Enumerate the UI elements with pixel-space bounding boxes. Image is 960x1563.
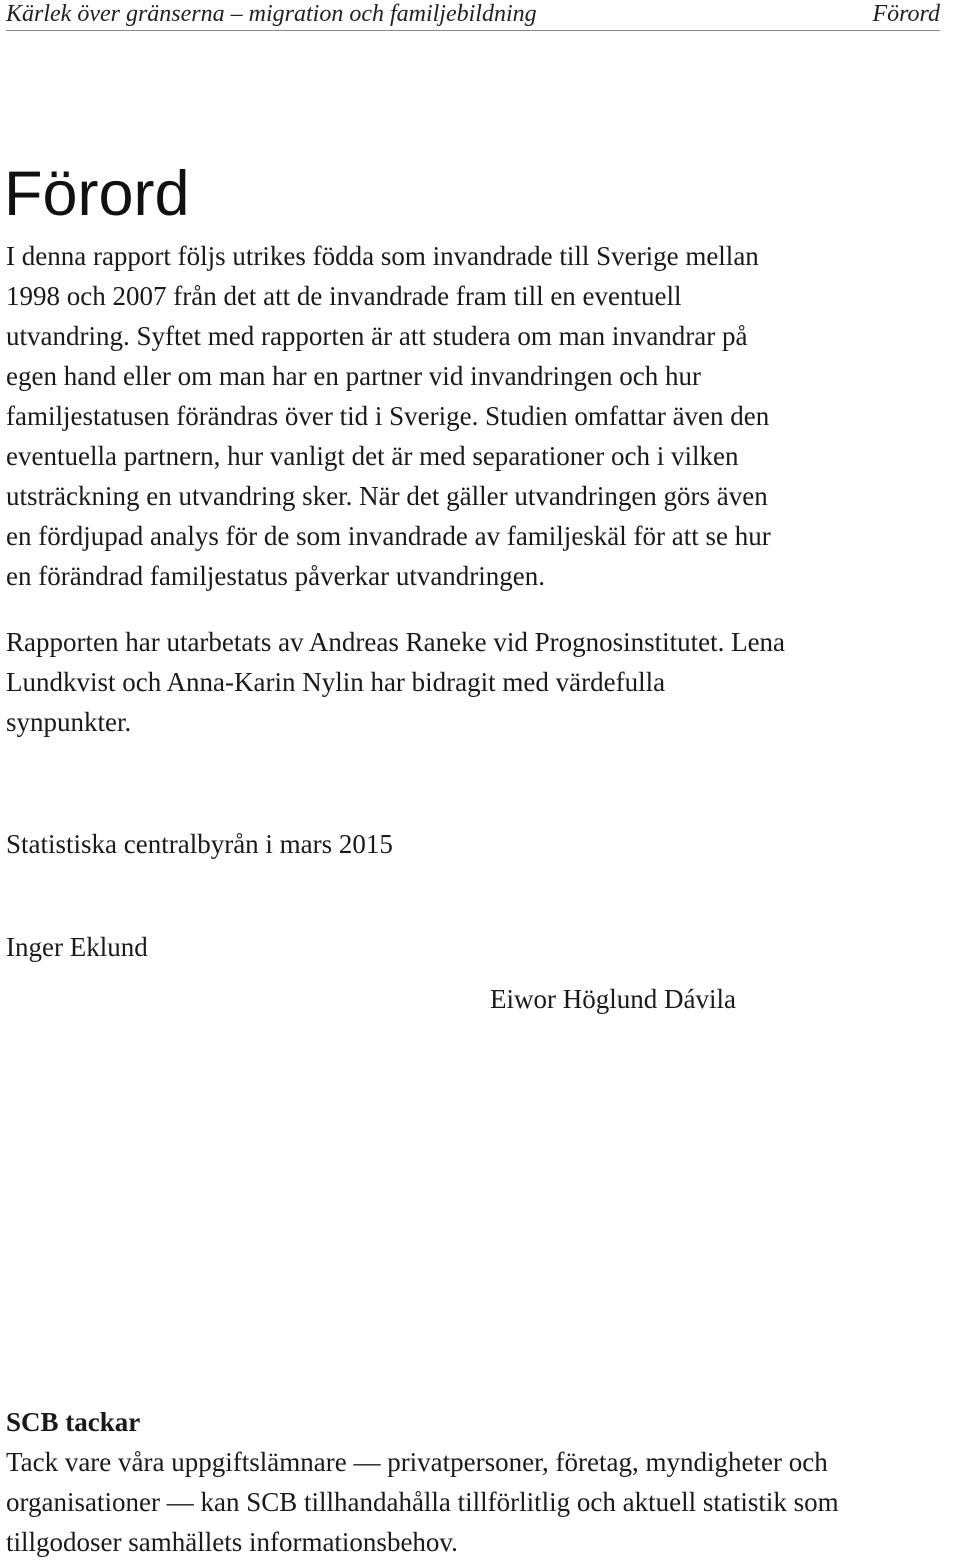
paragraph-line: Lundkvist och Anna-Karin Nylin har bidragit med värdefulla	[6, 667, 666, 697]
paragraph-line: en fördjupad analys för de som invandrade av familjeskäl för att se hur	[6, 521, 771, 551]
paragraph-line: 1998 och 2007 från det att de invandrade fram till en eventuell	[6, 281, 682, 311]
paragraph-line: eventuella partnern, hur vanligt det är med separationer och i vilken	[6, 441, 739, 471]
header-section-title: Förord	[872, 1, 940, 27]
paragraph-line: utsträckning en utvandring sker. När det gäller utvandringen görs även	[6, 481, 768, 511]
paragraph-line: I denna rapport följs utrikes födda som invandrade till Sverige mellan	[6, 241, 759, 271]
paragraph-line: Tack vare våra uppgiftslämnare — privatpersoner, företag, myndigheter och	[6, 1447, 828, 1477]
running-header	[6, 0, 940, 31]
paragraph-line: en förändrad familjestatus påverkar utvandringen.	[6, 561, 546, 591]
signoff-line: Statistiska centralbyrån i mars 2015	[6, 829, 393, 859]
paragraph-line: utvandring. Syftet med rapporten är att studera om man invandrar på	[6, 321, 748, 351]
thanks-heading: SCB tackar	[6, 1407, 141, 1437]
paragraph-line: organisationer — kan SCB tillhandahålla tillförlitlig och aktuell statistik som	[6, 1487, 839, 1517]
paragraph-line: familjestatusen förändras över tid i Sverige. Studien omfattar även den	[6, 401, 770, 431]
paragraph-line: Rapporten har utarbetats av Andreas Raneke vid Prognosinstitutet. Lena	[6, 627, 786, 657]
authors-paragraph	[6, 622, 951, 742]
header-report-title: Kärlek över gränserna – migration och familjebildning	[6, 1, 537, 27]
paragraph-line: tillgodoser samhällets informationsbehov.	[6, 1527, 458, 1557]
signatory-second: Eiwor Höglund Dávila	[490, 984, 736, 1014]
thanks-paragraph	[6, 1442, 951, 1562]
signatory-first: Inger Eklund	[6, 932, 148, 962]
intro-paragraph	[6, 236, 951, 596]
page-title: Förord	[4, 159, 190, 229]
paragraph-line: synpunkter.	[6, 707, 132, 737]
paragraph-line: egen hand eller om man har en partner vid invandringen och hur	[6, 361, 701, 391]
